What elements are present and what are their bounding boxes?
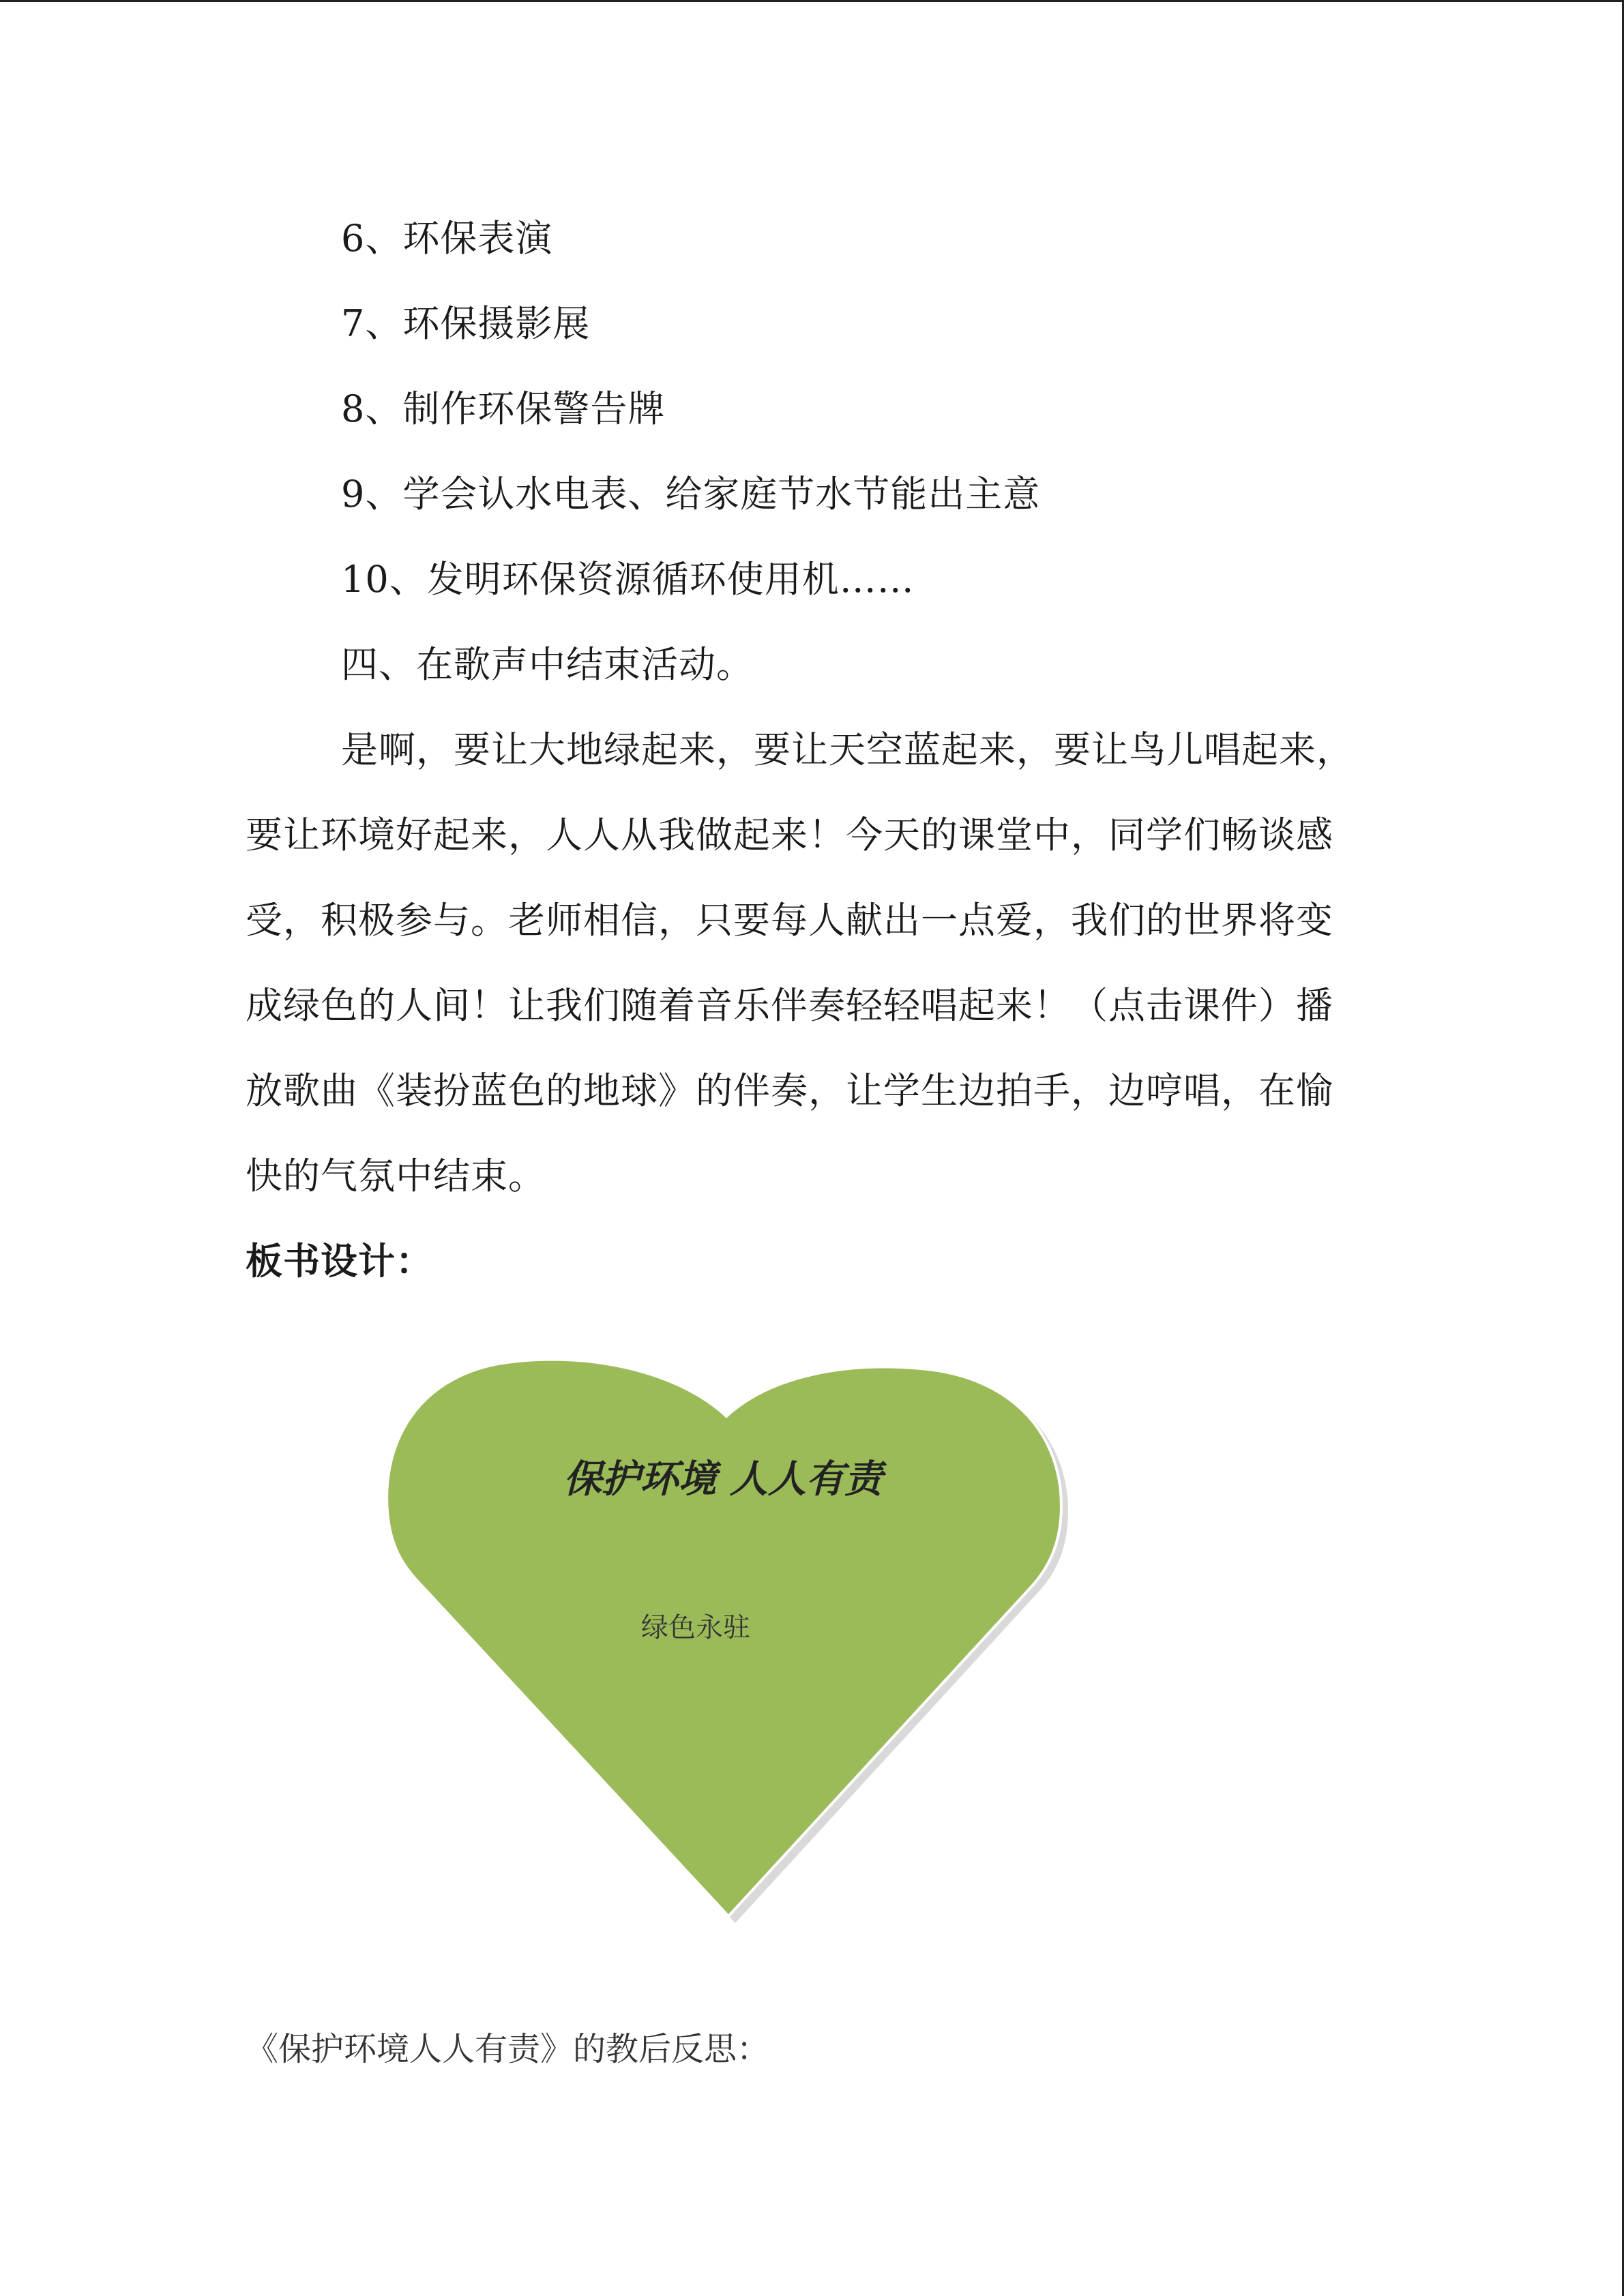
list-item-7: 7、环保摄影展: [341, 302, 591, 345]
paragraph-line-3: 受，积极参与。老师相信，只要每人献出一点爱，我们的世界将变: [246, 899, 1333, 942]
list-item-10: 10、发明环保资源循环使用机……: [341, 558, 915, 601]
paragraph-line-4: 成绿色的人间！让我们随着音乐伴奏轻轻唱起来！（点击课件）播: [246, 984, 1333, 1027]
heart-shape: [382, 1354, 1078, 1940]
board-design-heading: 板书设计：: [246, 1240, 433, 1283]
heart-subtitle: 绿色永驻: [641, 1612, 750, 1643]
board-design-heart: [382, 1354, 1078, 1940]
paragraph-line-2: 要让环境好起来，人人从我做起来！今天的课堂中，同学们畅谈感: [246, 814, 1333, 856]
paragraph-line-5: 放歌曲《装扮蓝色的地球》的伴奏，让学生边拍手，边哼唱，在愉: [246, 1069, 1333, 1112]
section-four-heading: 四、在歌声中结束活动。: [341, 643, 754, 686]
paragraph-line-1: 是啊，要让大地绿起来，要让天空蓝起来，要让鸟儿唱起来，: [341, 728, 1354, 771]
list-item-6: 6、环保表演: [341, 217, 553, 260]
page-border-top: [0, 0, 1624, 2]
paragraph-line-6: 快的气氛中结束。: [246, 1154, 546, 1197]
list-item-9: 9、学会认水电表、给家庭节水节能出主意: [341, 473, 1041, 516]
heart-title: 保护环境 人人有责: [563, 1457, 883, 1502]
list-item-8: 8、制作环保警告牌: [341, 387, 666, 430]
reflection-title: 《保护环境人人有责》的教后反思：: [246, 2030, 770, 2068]
